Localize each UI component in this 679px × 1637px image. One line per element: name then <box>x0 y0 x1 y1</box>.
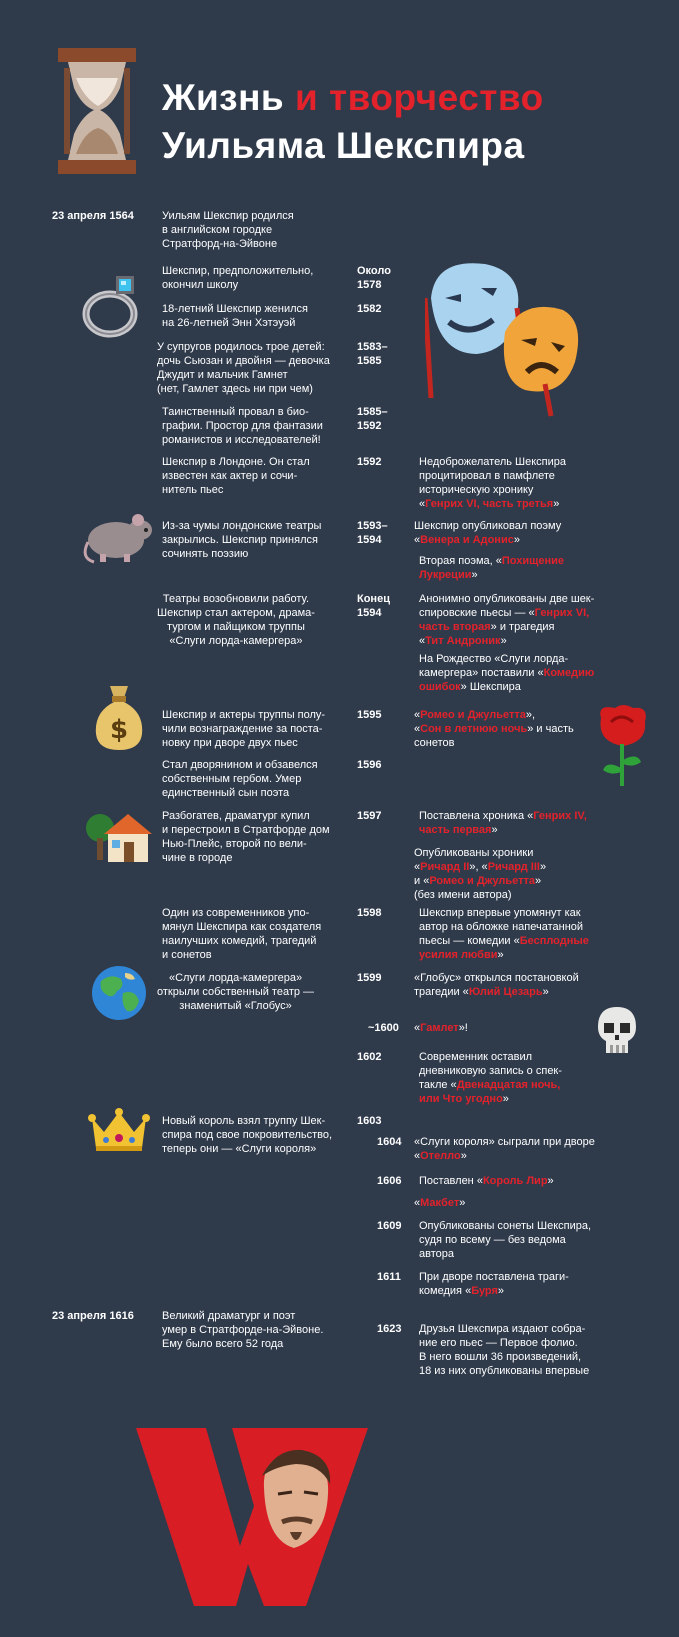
svg-text:$: $ <box>109 715 129 745</box>
right-event-henry-iv: Поставлена хроника «Генрих IV, часть первая» <box>419 810 587 836</box>
right-event-lucrece: Вторая поэма, «Похищение Лукреции» <box>419 555 565 581</box>
event-new-place: Разбогатев, драматург купил и перестроил в Стратфорде дом Нью-Плейс, второй по вели- чине в городе <box>162 810 330 864</box>
right-event-macbeth: «Макбет» <box>414 1197 466 1209</box>
right-event-1592: Недоброжелатель Шекспира процитировал в памфлете историческую хронику «Генрих VI, часть третья» <box>419 456 567 510</box>
money-bag-icon <box>92 682 146 752</box>
year-label: 1582 <box>357 303 382 315</box>
year-label: 1592 <box>357 456 382 468</box>
year-label: 1597 <box>357 810 382 822</box>
event-london: Шекспир в Лондоне. Он стал известен как актер и сочи- нитель пьес <box>162 456 310 496</box>
right-event-king-lear: Поставлен «Король Лир» <box>419 1175 554 1187</box>
rat-icon <box>80 508 158 566</box>
year-label: Конец 1594 <box>357 593 390 619</box>
event-date-birth: 23 апреля 1564 <box>52 210 134 222</box>
event-globe-opened: «Слуги лорда-камергера» открыли собственный театр — знаменитый «Глобус» <box>157 972 315 1012</box>
event-kings-men: Новый король взял труппу Шек- спира под свое покровительство, теперь они — «Слуги короля» <box>162 1115 333 1155</box>
shakespeare-w-logo <box>136 1428 368 1608</box>
year-label: 1599 <box>357 972 382 984</box>
ring-icon <box>80 270 148 342</box>
year-label: 1603 <box>357 1115 382 1127</box>
year-label: 1598 <box>357 907 382 919</box>
hourglass-icon <box>54 46 140 176</box>
house-icon <box>86 808 152 864</box>
globe-icon <box>91 965 147 1021</box>
event-nobility: Стал дворянином и обзавелся собственным гербом. Умер единственный сын поэта <box>162 759 318 799</box>
crown-icon <box>88 1108 150 1154</box>
event-plague: Из-за чумы лондонские театры закрылись. Шекспир принялся сочинять поэзию <box>162 520 322 560</box>
year-label: 1602 <box>357 1051 382 1063</box>
year-label: 1593– 1594 <box>357 520 388 546</box>
right-event-anonymous-plays: Анонимно опубликованы две шек- спировские пьесы — «Генрих VI, часть вторая» и трагедия «Тит Андроник» <box>419 593 595 647</box>
right-event-1602: Современник оставил дневниковую запись о спек- такле «Двенадцатая ночь, или Что угодно» <box>419 1051 562 1105</box>
right-event-1599: «Глобус» открылся постановкой трагедии «Юлий Цезарь» <box>414 972 579 998</box>
year-label: 1596 <box>357 759 382 771</box>
year-label: 1595 <box>357 709 382 721</box>
year-label: 1611 <box>377 1271 401 1283</box>
right-event-hamlet: «Гамлет»! <box>414 1022 468 1034</box>
skull-icon <box>594 1005 640 1057</box>
right-event-tempest: При дворе поставлена траги- комедия «Буря» <box>419 1271 569 1297</box>
right-event-venus-adonis: Шекспир опубликовал поэму «Венера и Адонис» <box>414 520 562 546</box>
year-label: 1609 <box>377 1220 402 1232</box>
year-label: 1604 <box>377 1136 402 1148</box>
year-label: 1606 <box>377 1175 402 1187</box>
year-label: 1585– 1592 <box>357 406 388 432</box>
page-title: Жизнь и творчество <box>162 77 544 118</box>
event-court-reward: Шекспир и актеры труппы полу- чили вознаграждение за поста- новку при дворе двух пьес <box>162 709 326 749</box>
event-birth: Уильям Шекспир родился в английском городке Стратфорд-на-Эйвоне <box>162 210 294 250</box>
event-date-death: 23 апреля 1616 <box>52 1310 134 1322</box>
right-event-sonnets: Опубликованы сонеты Шекспира, судя по всему — без ведома автора <box>419 1220 592 1260</box>
right-event-chronicles-published: Опубликованы хроники «Ричард II», «Ричард III» и «Ромео и Джульетта» (без имени автора) <box>414 847 547 901</box>
right-event-first-folio: Друзья Шекспира издают собра- ние его пьес — Первое фолио. В него вошли 36 произведений, 18 из них опубликованы впервые <box>419 1323 590 1377</box>
event-lost-years: Таинственный провал в био- графии. Простор для фантазии романистов и исследователей! <box>162 406 323 446</box>
rose-icon <box>593 702 651 788</box>
event-children: У супругов родилось трое детей: дочь Сьюзан и двойня — девочка Джудит и мальчик Гамнет (нет, Гамлет здесь ни при чем) <box>157 341 330 395</box>
right-event-comedy-errors: На Рождество «Слуги лорда- камергера» поставили «Комедию ошибок» Шекспира <box>419 653 595 693</box>
right-event-othello: «Слуги короля» сыграли при дворе «Отелло» <box>414 1136 595 1162</box>
year-label: ~1600 <box>368 1022 399 1034</box>
event-contemporary-mention: Один из современников упо- мянул Шекспира как создателя наилучших комедий, трагедий и сонетов <box>162 907 322 961</box>
right-event-1595: «Ромео и Джульетта», «Сон в летнюю ночь» и часть сонетов <box>414 709 574 749</box>
page-subtitle: Уильяма Шекспира <box>162 125 525 166</box>
year-label: 1583– 1585 <box>357 341 388 367</box>
event-theatres-reopen: Театры возобновили работу. Шекспир стал актером, драма- тургом и пайщиком труппы «Слуги лорда-камергера» <box>157 593 315 647</box>
year-label: Около 1578 <box>357 265 391 291</box>
right-event-1598: Шекспир впервые упомянут как автор на обложке напечатанной пьесы — комедии «Бесплодные усилия любви» <box>419 907 589 961</box>
theatre-masks-icon <box>425 258 590 418</box>
year-label: 1623 <box>377 1323 402 1335</box>
event-marriage: 18-летний Шекспир женился на 26-летней Энн Хэтэуэй <box>162 303 309 329</box>
event-school: Шекспир, предположительно, окончил школу <box>162 265 314 291</box>
event-death: Великий драматург и поэт умер в Стратфорде-на-Эйвоне. Ему было всего 52 года <box>162 1310 324 1350</box>
